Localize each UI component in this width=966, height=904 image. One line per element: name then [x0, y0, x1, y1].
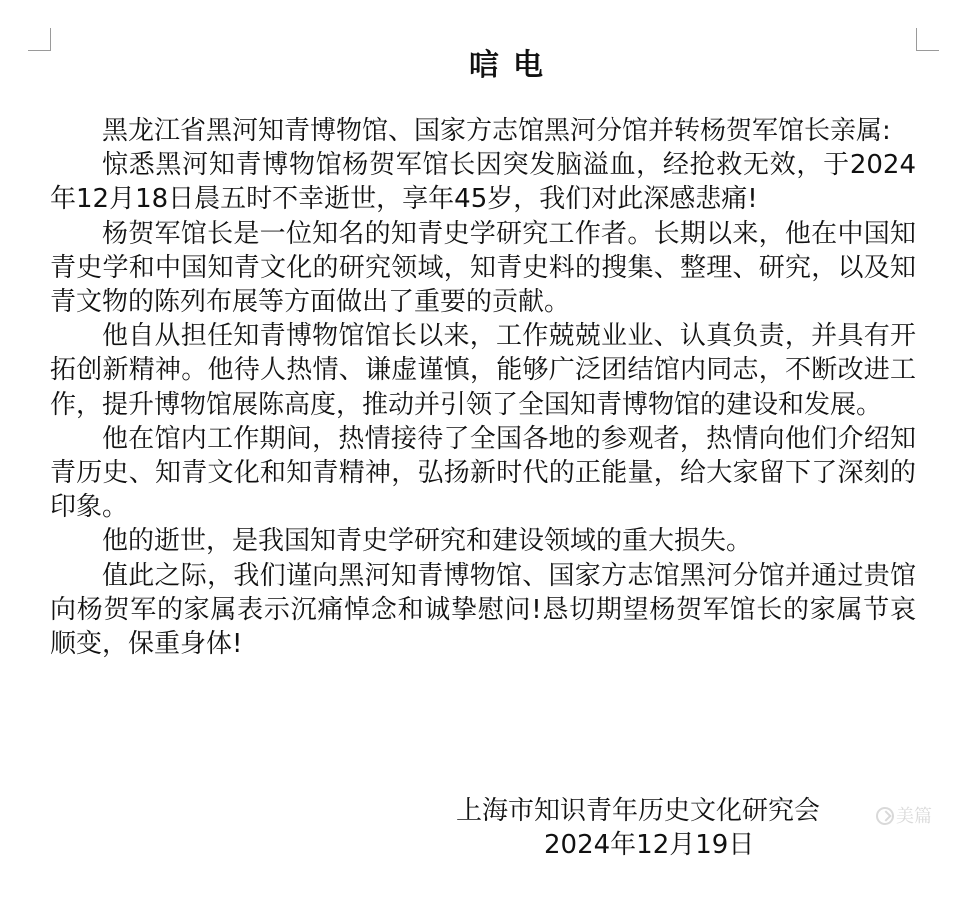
paragraph-4: 他在馆内工作期间，热情接待了全国各地的参观者，热情向他们介绍知青历史、知青文化和知青精神，弘扬新时代的正能量，给大家留下了深刻的印象。 [50, 423, 916, 523]
paragraph-5: 他的逝世，是我国知青史学研究和建设领域的重大损失。 [102, 526, 753, 557]
meipian-logo-icon [876, 807, 894, 825]
signature-block [456, 794, 896, 862]
document-title: 唁电 [469, 48, 557, 83]
paragraph-2: 杨贺军馆长是一位知名的知青史学研究工作者。长期以来，他在中国知青史学和中国知青文化的研究领域，知青史料的搜集、整理、研究，以及知青文物的陈列布展等方面做出了重要的贡献。 [50, 218, 916, 318]
watermark [876, 802, 932, 828]
salutation: 黑龙江省黑河知青博物馆、国家方志馆黑河分馆并转杨贺军馆长亲属: [102, 116, 891, 146]
paragraph-6: 值此之际，我们谨向黑河知青博物馆、国家方志馆黑河分馆并通过贵馆向杨贺军的家属表示沉痛悼念和诚挚慰问!恳切期望杨贺军馆长的家属节哀顺变，保重身体! [50, 560, 916, 660]
document-body [50, 114, 916, 661]
paragraph-1: 惊悉黑河知青博物馆杨贺军馆长因突发脑溢血，经抢救无效，于2024年12月18日晨五时不幸逝世，享年45岁，我们对此深感悲痛! [50, 150, 916, 215]
watermark-text: 美篇 [896, 806, 932, 827]
signature-organization: 上海市知识青年历史文化研究会 [456, 796, 821, 826]
signature-date: 2024年12月19日 [544, 830, 755, 860]
paragraph-3: 他自从担任知青博物馆馆长以来，工作兢兢业业、认真负责，并具有开拓创新精神。他待人热情、谦虚谨慎，能够广泛团结馆内同志，不断改进工作，提升博物馆展陈高度，推动并引领了全国知青博物馆的建设和发展。 [50, 321, 916, 420]
